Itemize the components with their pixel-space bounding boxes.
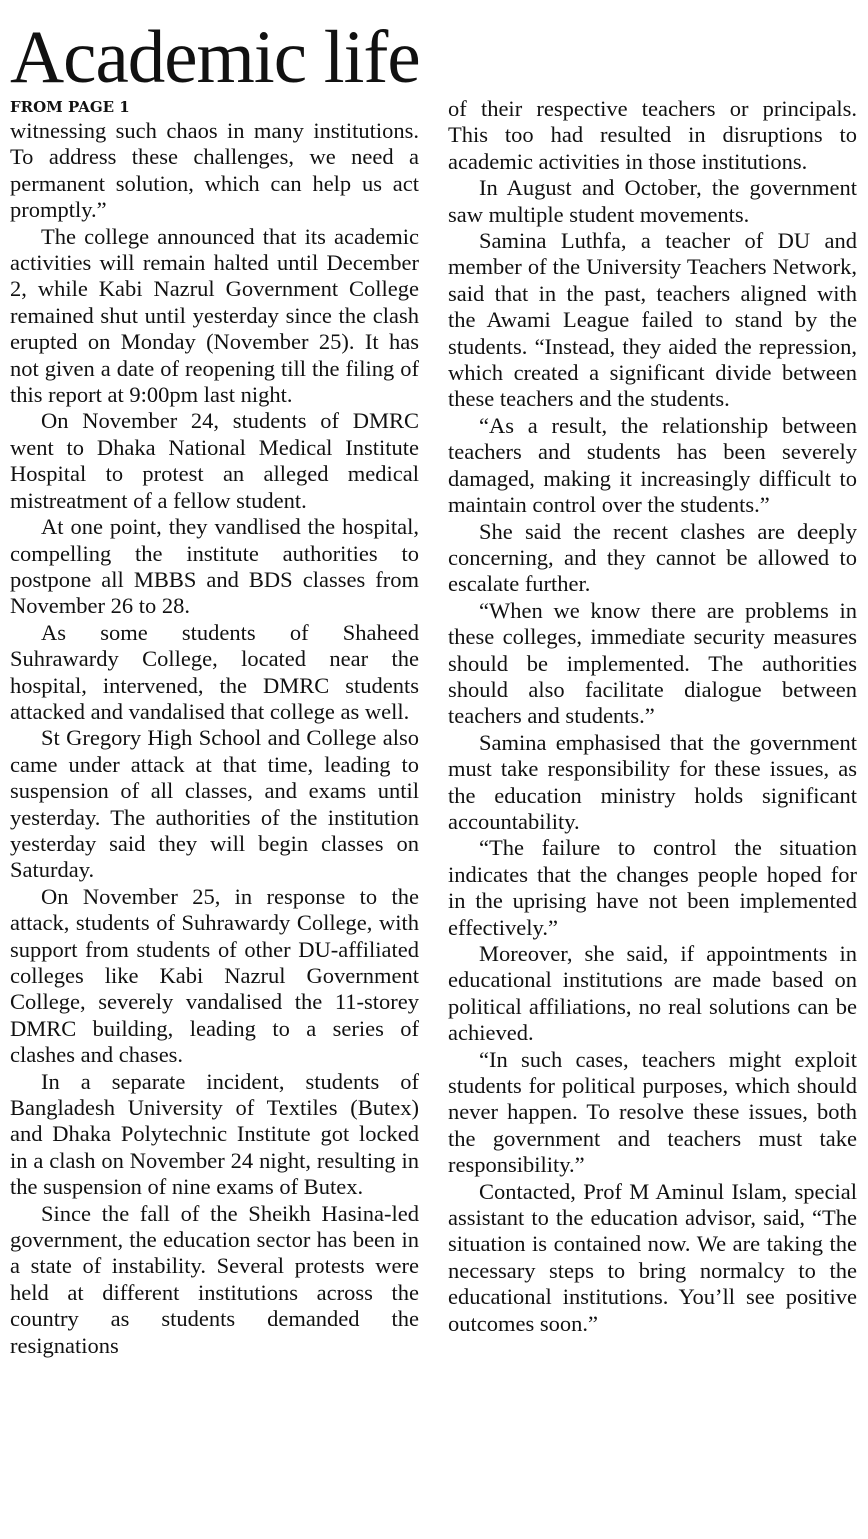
paragraph: Since the fall of the Sheikh Hasina-led government, the education sector has been in a state of instability. Several protests were held at different institutions across the country as students demanded the resignations <box>10 1200 419 1358</box>
paragraph: At one point, they vandlised the hospital, compelling the institute authorities to postpone all MBBS and BDS classes from November 26 to 28. <box>10 514 419 619</box>
paragraph: witnessing such chaos in many institutions. To address these challenges, we need a permanent solution, which can help us act promptly.” <box>10 118 419 223</box>
paragraph: St Gregory High School and College also came under attack at that time, leading to suspension of all classes, and exams until yesterday. The authorities of the institution yesterday said they will begin classes on Saturday. <box>10 725 419 883</box>
paragraph: “The failure to control the situation indicates that the changes people hoped for in the uprising have not been implemented effectively.” <box>448 835 857 940</box>
paragraph: On November 24, students of DMRC went to Dhaka National Medical Institute Hospital to protest an alleged medical mistreatment of a fellow student. <box>10 408 419 513</box>
paragraph: The college announced that its academic activities will remain halted until December 2, while Kabi Nazrul Government College remained shut until yesterday since the clash erupted on Monday (November 25). It has not given a date of reopening till the filing of this report at 9:00pm last night. <box>10 223 419 408</box>
paragraph: Samina emphasised that the government must take responsibility for these issues, as the education ministry holds significant accountability. <box>448 729 857 834</box>
paragraph: Moreover, she said, if appointments in educational institutions are made based on political affiliations, no real solutions can be achieved. <box>448 941 857 1046</box>
paragraph: In a separate incident, students of Bangladesh University of Textiles (Butex) and Dhaka Polytechnic Institute got locked in a clash on November 24 night, resulting in the suspension of nine exams of Butex. <box>10 1068 419 1200</box>
headline: Academic life <box>10 16 420 99</box>
paragraph: Contacted, Prof M Aminul Islam, special assistant to the education advisor, said, “The situation is contained now. We are taking the necessary steps to bring normalcy to the educational institutions. You’ll see positive outcomes soon.” <box>448 1178 857 1336</box>
article-column-right <box>448 96 857 1337</box>
paragraph: “As a result, the relationship between teachers and students has been severely damaged, making it increasingly difficult to maintain control over the students.” <box>448 412 857 518</box>
paragraph: As some students of Shaheed Suhrawardy College, located near the hospital, intervened, the DMRC students attacked and vandalised that college as well. <box>10 619 419 724</box>
paragraph: On November 25, in response to the attack, students of Suhrawardy College, with support from students of other DU-affiliated colleges like Kabi Nazrul Government College, severely vandalised the 11-storey DMRC building, leading to a series of clashes and chases. <box>10 883 419 1068</box>
paragraph: of their respective teachers or principals. This too had resulted in disruptions to academic activities in those institutions. <box>448 96 857 174</box>
paragraph: She said the recent clashes are deeply concerning, and they cannot be allowed to escalate further. <box>448 518 857 597</box>
article-column-left <box>10 96 419 1359</box>
paragraph: “In such cases, teachers might exploit students for political purposes, which should never happen. To resolve these issues, both the government and teachers must take responsibility.” <box>448 1046 857 1178</box>
paragraph: In August and October, the government saw multiple student movements. <box>448 175 857 227</box>
continuation-kicker: FROM PAGE 1 <box>10 98 130 116</box>
paragraph: Samina Luthfa, a teacher of DU and member of the University Teachers Network, said that in the past, teachers aligned with the Awami League failed to stand by the students. “Instead, they aided the repression, which created a significant divide between these teachers and the students. <box>448 228 857 412</box>
paragraph: “When we know there are problems in these colleges, immediate security measures should be implemented. The authorities should also facilitate dialogue between teachers and students.” <box>448 597 857 729</box>
